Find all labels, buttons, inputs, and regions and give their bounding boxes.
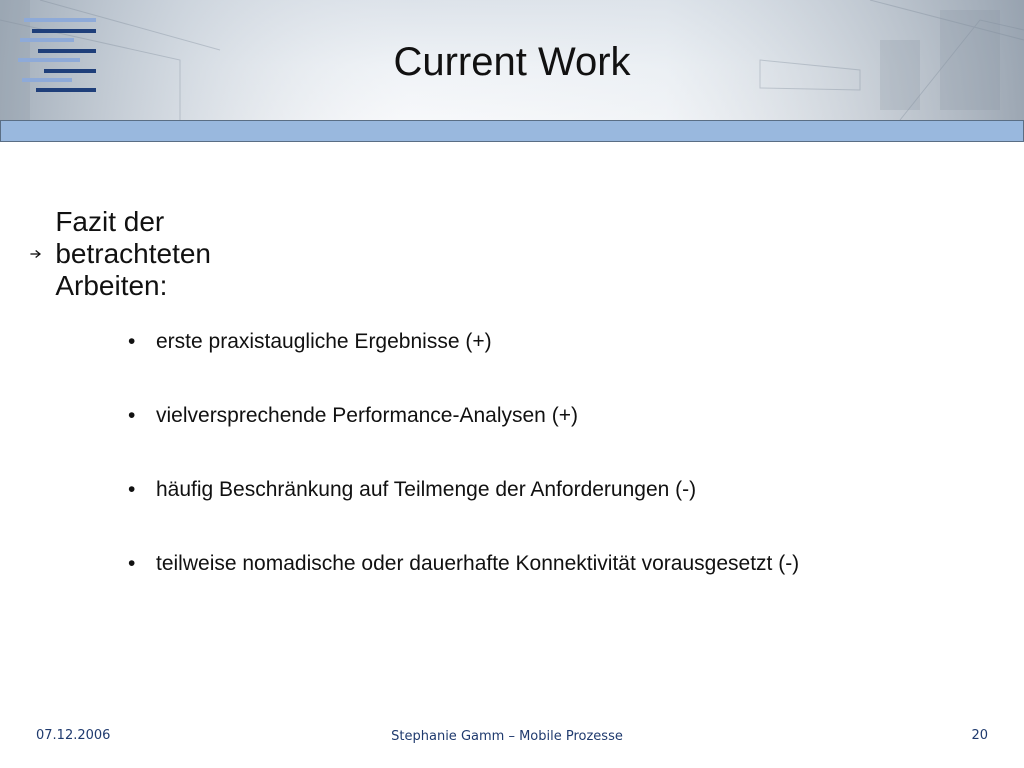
page-number: 20: [971, 728, 988, 743]
list-item: [128, 404, 578, 428]
bullet-text: vielversprechende Performance-Analysen (+): [156, 404, 578, 427]
footer-author-title: Stephanie Gamm – Mobile Prozesse: [391, 729, 623, 744]
bullet-dot: •: [128, 478, 136, 501]
bullet-text: teilweise nomadische oder dauerhafte Konnektivität vorausgesetzt (-): [156, 552, 800, 575]
conclusion-heading: [30, 206, 226, 301]
list-item: [128, 478, 696, 502]
slide-header: [0, 0, 1024, 120]
bullet-text: erste praxistaugliche Ergebnisse (+): [156, 330, 492, 353]
bullet-dot: •: [128, 404, 136, 427]
title-underline-bar: [0, 120, 1024, 142]
list-item: [128, 552, 799, 576]
bullet-text: häufig Beschränkung auf Teilmenge der Anforderungen (-): [156, 478, 697, 501]
bullet-dot: •: [128, 552, 136, 575]
footer-date: 07.12.2006: [36, 728, 111, 743]
slide-title: Current Work: [393, 40, 631, 84]
right-arrow-icon: [30, 244, 41, 264]
conclusion-heading-text: Fazit der betrachteten Arbeiten:: [55, 206, 211, 301]
bullet-dot: •: [128, 330, 136, 353]
list-item: [128, 330, 492, 354]
